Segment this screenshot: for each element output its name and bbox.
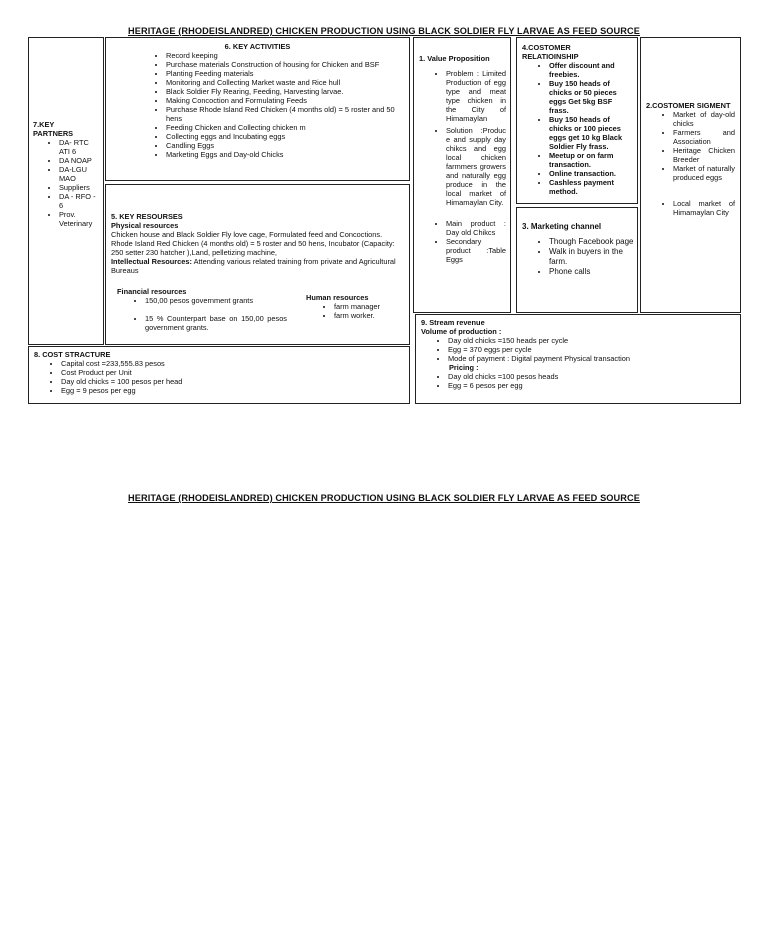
list-item: • Capital cost =233,555.83 pesos bbox=[61, 359, 409, 368]
list-item: • 15 % Counterpart base on 150,00 pesos government grants. bbox=[145, 314, 287, 332]
human-resources bbox=[306, 293, 406, 320]
list-item: • Heritage Chicken Breeder bbox=[673, 146, 735, 164]
physical-resources-heading: Physical resources bbox=[111, 221, 179, 230]
list-item: • Purchase materials Construction of housing for Chicken and BSF bbox=[166, 60, 405, 69]
volume-of-production-heading: Volume of production : bbox=[421, 327, 502, 336]
list-item: • Prov. Veterinary bbox=[59, 210, 97, 228]
pricing-list bbox=[416, 372, 740, 390]
customer-relationship-heading bbox=[522, 43, 637, 61]
list-item: • Egg = 9 pesos per egg bbox=[61, 386, 409, 395]
intellectual-resources bbox=[111, 257, 405, 275]
page-title-top: HERITAGE (RHODEISLANDRED) CHICKEN PRODUCTION USING BLACK SOLDIER FLY LARVAE AS FEED SOURCE bbox=[128, 26, 640, 36]
key-activities-box bbox=[105, 37, 410, 181]
key-partners-list bbox=[29, 138, 97, 228]
list-item: • DA- RTC ATI 6 bbox=[59, 138, 97, 156]
key-partners-heading-line1: 7.KEY bbox=[33, 120, 55, 129]
list-item: • Egg = 6 pesos per egg bbox=[448, 381, 740, 390]
revenue-stream-list bbox=[416, 336, 740, 363]
list-item: • Online transaction. bbox=[549, 169, 633, 178]
key-partners-heading bbox=[33, 120, 103, 138]
list-item: • Secondary product :Table Eggs bbox=[446, 237, 506, 264]
cost-structure-list bbox=[29, 359, 409, 395]
list-item: • Cost Product per Unit bbox=[61, 368, 409, 377]
key-activities-heading: 6. KEY ACTIVITIES bbox=[224, 42, 291, 51]
value-proposition-list bbox=[414, 69, 506, 264]
human-resources-heading: Human resources bbox=[306, 293, 369, 302]
list-item: • Candling Eggs bbox=[166, 141, 405, 150]
list-item: • Day old chicks =100 pesos heads bbox=[448, 372, 740, 381]
cost-structure-heading: 8. COST STRACTURE bbox=[34, 350, 111, 359]
list-item: • Record keeping bbox=[166, 51, 405, 60]
list-item: • Phone calls bbox=[549, 267, 637, 277]
page-title-bottom: HERITAGE (RHODEISLANDRED) CHICKEN PRODUCTION USING BLACK SOLDIER FLY LARVAE AS FEED SOURCE bbox=[128, 493, 640, 503]
intellectual-resources-text: Attending various related training from private and Agricultural Bureaus bbox=[111, 257, 396, 275]
financial-resources-heading: Financial resources bbox=[117, 287, 187, 296]
list-item: • Market of day-old chicks bbox=[673, 110, 735, 128]
list-item: • Local market of Himamaylan City bbox=[673, 199, 735, 217]
marketing-channel-heading: 3. Marketing channel bbox=[522, 222, 602, 231]
list-item: • Meetup or on farm transaction. bbox=[549, 151, 633, 169]
cost-structure-box bbox=[28, 346, 410, 404]
list-item: • Black Soldier Fly Rearing, Feeding, Harvesting larvae. bbox=[166, 87, 405, 96]
list-item: • Main product : Day old Chikcs bbox=[446, 219, 506, 237]
list-item: • Monitoring and Collecting Market waste and Rice hull bbox=[166, 78, 405, 87]
customer-relationship-list bbox=[517, 61, 633, 196]
revenue-stream-box bbox=[415, 314, 741, 404]
customer-segment-box bbox=[640, 37, 741, 313]
key-partners-heading-line2: PARTNERS bbox=[33, 129, 74, 138]
customer-segment-list-2 bbox=[641, 199, 735, 217]
value-proposition-box bbox=[413, 37, 511, 313]
list-item: • Though Facebook page bbox=[549, 237, 637, 247]
list-item: • Mode of payment : Digital payment Physical transaction bbox=[448, 354, 740, 363]
list-item: • Planting Feeding materials bbox=[166, 69, 405, 78]
key-partners-box bbox=[28, 37, 104, 345]
list-item: • Marketing Eggs and Day-old Chicks bbox=[166, 150, 405, 159]
customer-relationship-heading-line2: RELATIOINSHIP bbox=[522, 52, 579, 61]
customer-segment-heading: 2.COSTOMER SIGMENT bbox=[646, 101, 731, 110]
list-item: • 150,00 pesos government grants bbox=[145, 296, 287, 305]
list-item: • Suppliers bbox=[59, 183, 97, 192]
list-item: • Cashless payment method. bbox=[549, 178, 633, 196]
list-item: • Collecting eggs and Incubating eggs bbox=[166, 132, 405, 141]
list-item: • Purchase Rhode Island Red Chicken (4 months old) = 5 roster and 50 hens bbox=[166, 105, 405, 123]
list-item: • Market of naturally produced eggs bbox=[673, 164, 735, 182]
customer-relationship-heading-line1: 4.COSTOMER bbox=[522, 43, 571, 52]
list-item: • Walk in buyers in the farm. bbox=[549, 247, 637, 267]
value-proposition-heading: 1. Value Proposition bbox=[419, 54, 490, 63]
list-item: • farm worker. bbox=[334, 311, 406, 320]
pricing-heading: Pricing : bbox=[449, 363, 479, 372]
list-item: • Farmers and Association bbox=[673, 128, 735, 146]
customer-segment-list bbox=[641, 110, 735, 182]
key-resources-heading: 5. KEY RESOURSES bbox=[111, 212, 183, 221]
list-item: • Making Concoction and Formulating Feeds bbox=[166, 96, 405, 105]
key-activities-list bbox=[106, 51, 405, 159]
list-item: • DA-LGU MAO bbox=[59, 165, 97, 183]
list-item: • Day old chicks =150 heads per cycle bbox=[448, 336, 740, 345]
list-item: • DA - RFO - 6 bbox=[59, 192, 97, 210]
list-item: • Buy 150 heads of chicks or 100 pieces eggs get 10 kg Black Soldier Fly frass. bbox=[549, 115, 633, 151]
physical-resources-text: Chicken house and Black Soldier Fly love cage, Formulated feed and Concoctions. Rhode Island Red Chicken (4 months old) = 5 roster and 50 hens, Incubator (Capacity: 250 setter 230 hatcher ),Land, pelletizing machine, bbox=[111, 230, 395, 257]
key-resources-box bbox=[105, 184, 410, 345]
marketing-channel-list bbox=[517, 237, 637, 277]
list-item: • Day old chicks = 100 pesos per head bbox=[61, 377, 409, 386]
list-item: • Offer discount and freebies. bbox=[549, 61, 633, 79]
list-item: • Egg = 370 eggs per cycle bbox=[448, 345, 740, 354]
intellectual-resources-heading: Intellectual Resources: bbox=[111, 257, 192, 266]
list-item: • Solution :Produc e and supply day chikcs and egg local chicken farmmers growers and naturally egg produce in the local market of Himamaylan City. bbox=[446, 126, 506, 207]
list-item: • Buy 150 heads of chicks or 50 pieces eggs Get 5kg BSF frass. bbox=[549, 79, 633, 115]
marketing-channel-box bbox=[516, 207, 638, 313]
list-item: • farm manager bbox=[334, 302, 406, 311]
list-item: • Feeding Chicken and Collecting chicken m bbox=[166, 123, 405, 132]
list-item: • DA NOAP bbox=[59, 156, 97, 165]
financial-resources bbox=[117, 287, 287, 332]
list-item: • Problem : Limited Production of egg type and meat type chicken in the City of Himamaylan bbox=[446, 69, 506, 123]
revenue-stream-heading: 9. Stream revenue bbox=[421, 318, 485, 327]
customer-relationship-box bbox=[516, 37, 638, 204]
